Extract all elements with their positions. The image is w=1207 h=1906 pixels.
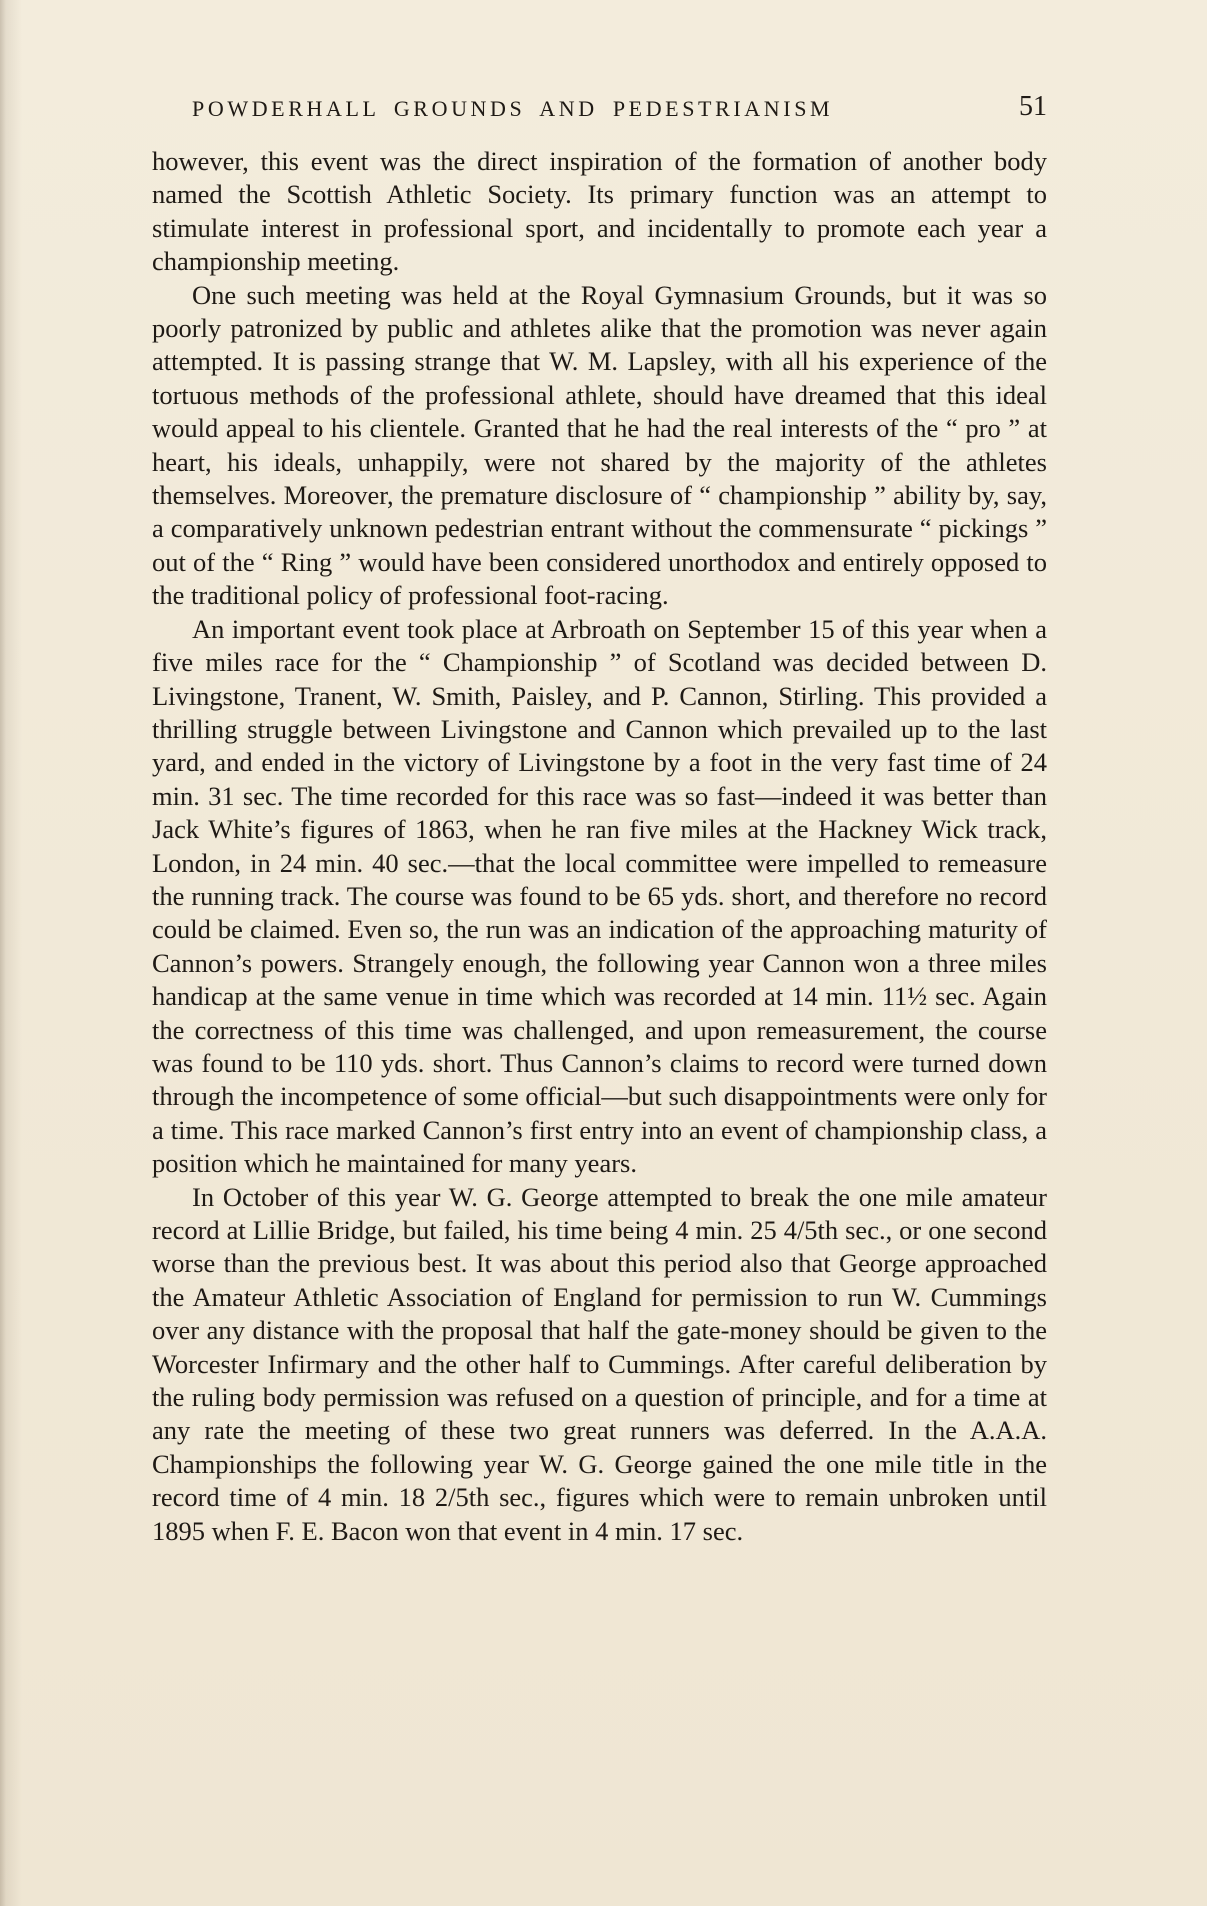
paragraph-4: In October of this year W. G. George attempted to break the one mile amateur record at Lillie Bridge, but failed, his time being 4 min. 25 4/5th sec., or one second worse than the previous best. It was about this period also that George approached the Amateur Athletic Association of England for permission to run W. Cummings over any distance with the proposal that half the gate-money should be given to the Worcester Infirmary and the other half to Cummings. After careful deliberation by the ruling body permission was refused on a question of principle, and for a time at any rate the meeting of these two great runners was deferred. In the A.A.A. Championships the following year W. G. George gained the one mile title in the record time of 4 min. 18 2/5th sec., figures which were to remain unbroken until 1895 when F. E. Bacon won that event in 4 min. 17 sec. [152,1181,1047,1546]
paragraph-3: An important event took place at Arbroath on September 15 of this year when a five miles race for the “ Championship ” of Scotland was decided between D. Livingstone, Tranent, W. Smith, Paisley, and P. Cannon, Stirling. This provided a thrilling struggle between Livingstone and Cannon which prevailed up to the last yard, and ended in the victory of Livingstone by a foot in the very fast time of 24 min. 31 sec. The time recorded for this race was so fast—indeed it was better than Jack White’s figures of 1863, when he ran five miles at the Hackney Wick track, London, in 24 min. 40 sec.—that the local committee were impelled to remeasure the running track. The course was found to be 65 yds. short, and therefore no record could be claimed. Even so, the run was an indication of the approaching maturity of Cannon’s powers. Strangely enough, the following year Cannon won a three miles handicap at the same venue in time which was recorded at 14 min. 11½ sec. Again the correctness of this time was challenged, and upon remeasurement, the course was found to be 110 yds. short. Thus Cannon’s claims to record were turned down through the incompetence of some official—but such disappointments were only for a time. This race marked Cannon’s first entry into an event of championship class, a position which he maintained for many years. [152,613,1047,1179]
paragraph-1: however, this event was the direct inspiration of the formation of another body named the Scottish Athletic Society. Its primary function was an attempt to stimulate interest in professional sport, and incidentally to promote each year a championship meeting. [152,146,1047,277]
running-head [192,92,1047,126]
page-number: 51 [1019,91,1047,122]
paragraph-2: One such meeting was held at the Royal Gymnasium Grounds, but it was so poorly patronized by public and athletes alike that the promotion was never again attempted. It is passing strange that W. M. Lapsley, with all his experience of the tortuous methods of the professional athlete, should have dreamed that this ideal would appeal to his clientele. Granted that he had the real interests of the “ pro ” at heart, his ideals, unhappily, were not shared by the majority of the athletes themselves. Moreover, the premature disclosure of “ championship ” ability by, say, a comparatively unknown pedestrian entrant without the commensurate “ pickings ” out of the “ Ring ” would have been considered unorthodox and entirely opposed to the traditional policy of professional foot-racing. [152,279,1047,611]
body-text [152,145,1047,1548]
running-title: POWDERHALL GROUNDS AND PEDESTRIANISM [192,96,834,121]
